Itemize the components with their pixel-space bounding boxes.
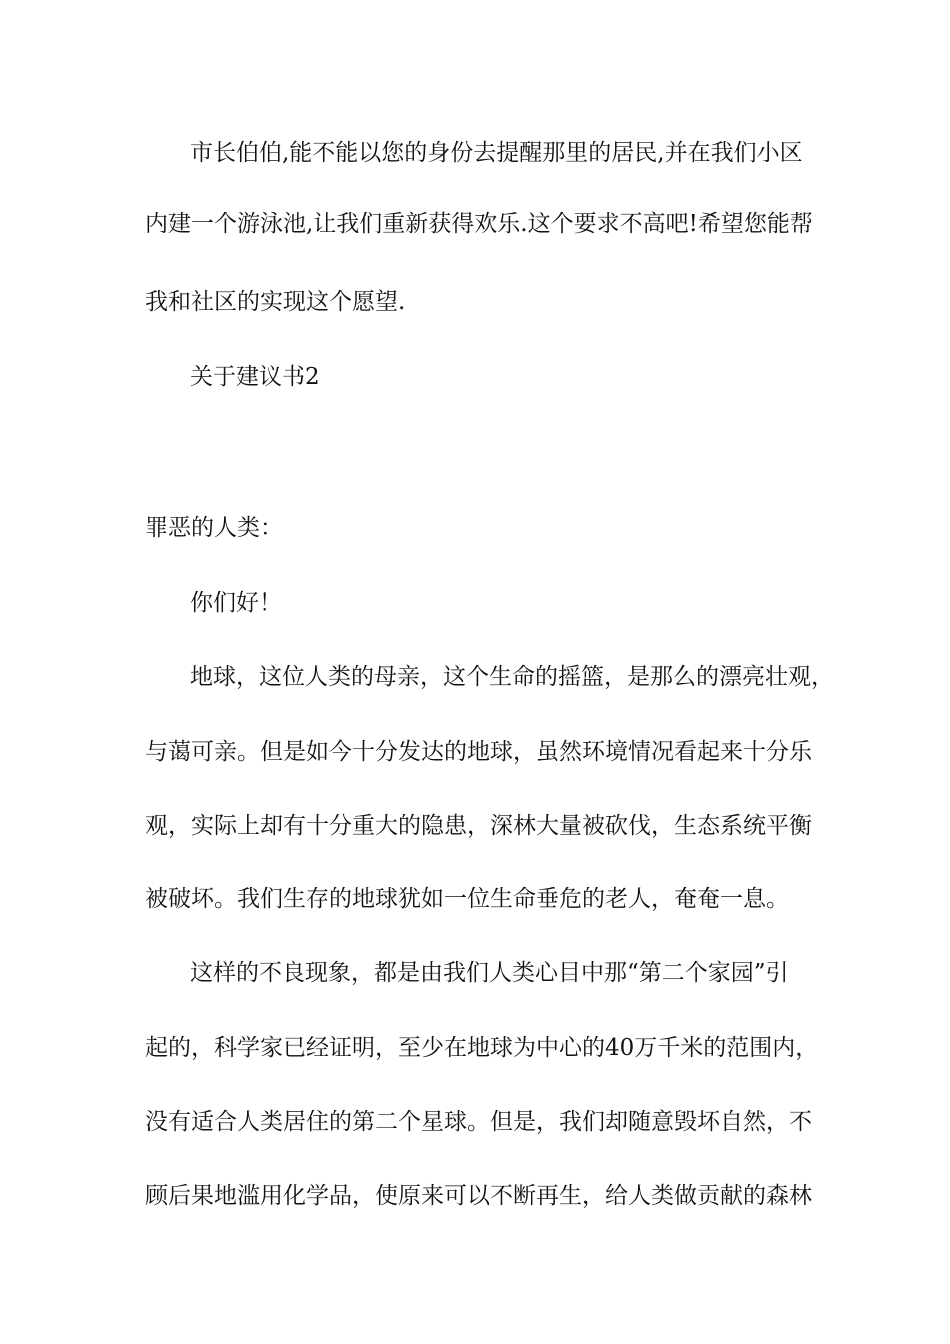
paragraph-line: 我和社区的实现这个愿望. bbox=[145, 289, 406, 315]
paragraph-line: 与蔼可亲。但是如今十分发达的地球，虽然环境情况看起来十分乐 bbox=[145, 739, 812, 765]
section-heading: 关于建议书2 bbox=[190, 364, 320, 390]
paragraph-line: 没有适合人类居住的第二个星球。但是，我们却随意毁坏自然，不 bbox=[145, 1109, 812, 1135]
paragraph-line: 市长伯伯,能不能以您的身份去提醒那里的居民,并在我们小区 bbox=[190, 140, 803, 166]
salutation: 罪恶的人类： bbox=[145, 515, 283, 541]
paragraph-line: 起的，科学家已经证明，至少在地球为中心的40万千米的范围内， bbox=[145, 1035, 819, 1061]
greeting: 你们好！ bbox=[190, 590, 282, 616]
paragraph-line: 被破坏。我们生存的地球犹如一位生命垂危的老人，奄奄一息。 bbox=[145, 886, 789, 912]
paragraph-line: 观，实际上却有十分重大的隐患，深林大量被砍伐，生态系统平衡 bbox=[145, 813, 812, 839]
paragraph-line: 这样的不良现象，都是由我们人类心目中那“第二个家园”引 bbox=[190, 960, 789, 986]
paragraph-line: 内建一个游泳池,让我们重新获得欢乐.这个要求不高吧!希望您能帮 bbox=[145, 211, 813, 237]
paragraph-line: 顾后果地滥用化学品，使原来可以不断再生，给人类做贡献的森林 bbox=[145, 1183, 812, 1209]
paragraph-line: 地球，这位人类的母亲，这个生命的摇篮，是那么的漂亮壮观， bbox=[190, 664, 834, 690]
